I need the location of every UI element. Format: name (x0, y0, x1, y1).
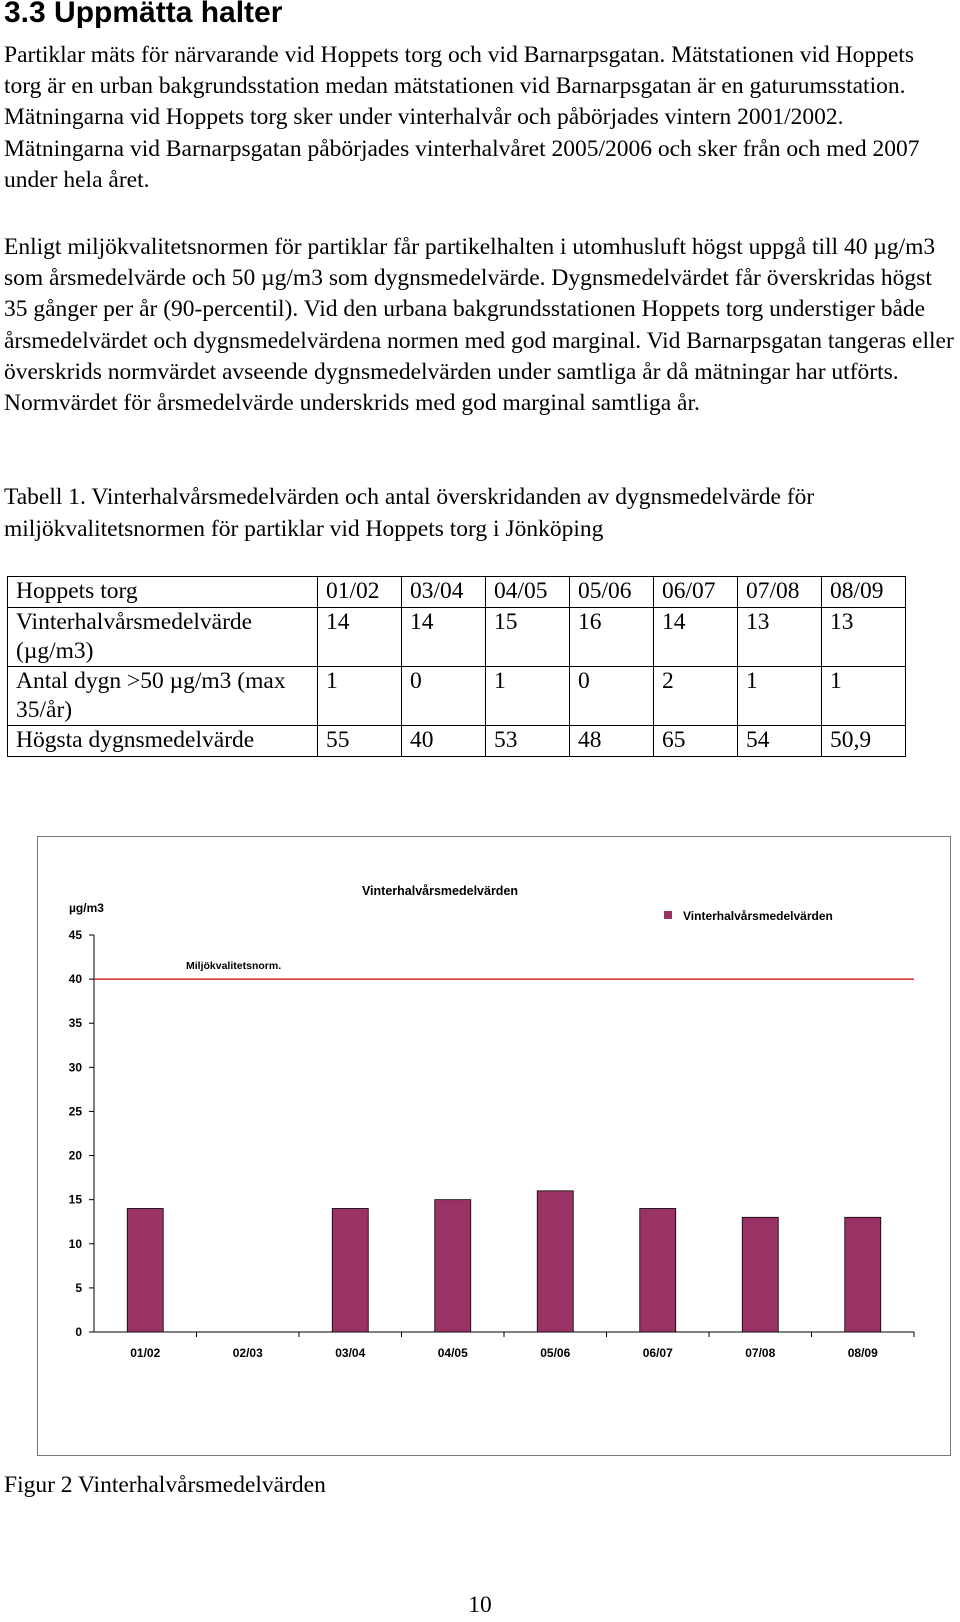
bar (332, 1208, 368, 1332)
x-tick-label: 02/03 (232, 1346, 263, 1360)
table-caption: Tabell 1. Vinterhalvårsmedelvärden och antal överskridanden av dygnsmedelvärde för miljökvalitetsnormen för partiklar vid Hoppets torg i Jönköping (4, 484, 815, 542)
legend-swatch (664, 911, 672, 919)
y-tick-label: 35 (68, 1016, 82, 1031)
y-tick-label: 20 (68, 1148, 82, 1163)
row-label: Högsta dygnsmedelvärde (8, 726, 318, 757)
chart-container (37, 836, 951, 1456)
row-label: Antal dygn >50 µg/m3 (max 35/år) (8, 667, 318, 726)
bar (537, 1191, 573, 1332)
x-tick-label: 04/05 (437, 1346, 468, 1360)
table-cell: 03/04 (402, 577, 486, 608)
y-tick-label: 15 (68, 1192, 82, 1207)
table-cell: 1 (486, 667, 570, 726)
y-tick-label: 25 (68, 1104, 82, 1119)
table-cell: 1 (318, 667, 402, 726)
y-tick-label: 5 (75, 1280, 82, 1295)
y-tick-label: 45 (68, 928, 82, 942)
table-cell: 06/07 (654, 577, 738, 608)
table-row (8, 726, 906, 757)
x-tick-label: 05/06 (540, 1346, 571, 1360)
row-label: Hoppets torg (8, 577, 318, 608)
row-label: Vinterhalvårsmedelvärde (µg/m3) (8, 608, 318, 667)
x-tick-label: 07/08 (745, 1346, 776, 1360)
section-heading: 3.3 Uppmätta halter (4, 0, 283, 29)
bar (127, 1208, 163, 1332)
table-cell: 01/02 (318, 577, 402, 608)
bar (640, 1208, 676, 1332)
table-row (8, 577, 906, 608)
table-cell: 07/08 (738, 577, 822, 608)
table-cell: 05/06 (570, 577, 654, 608)
table-row (8, 667, 906, 726)
table-cell: 13 (822, 608, 906, 667)
table-cell: 14 (654, 608, 738, 667)
table-cell: 0 (402, 667, 486, 726)
bar (742, 1217, 778, 1332)
norm-line-label: Miljökvalitetsnorm. (186, 960, 282, 973)
table-cell: 14 (318, 608, 402, 667)
table-cell: 04/05 (486, 577, 570, 608)
y-tick-label: 40 (68, 972, 82, 987)
table-cell: 54 (738, 726, 822, 757)
table-cell: 53 (486, 726, 570, 757)
x-tick-label: 06/07 (642, 1346, 673, 1360)
table-cell: 40 (402, 726, 486, 757)
table-cell: 1 (738, 667, 822, 726)
y-tick-label: 0 (75, 1325, 82, 1339)
table-cell: 14 (402, 608, 486, 667)
bar-chart (38, 837, 950, 1455)
table-cell: 16 (570, 608, 654, 667)
table-cell: 1 (822, 667, 906, 726)
table-cell: 65 (654, 726, 738, 757)
x-tick-label: 08/09 (847, 1346, 878, 1360)
chart-title: Vinterhalvårsmedelvärden (361, 884, 519, 898)
table-cell: 50,9 (822, 726, 906, 757)
y-axis-label: µg/m3 (69, 901, 104, 915)
y-tick-label: 30 (68, 1060, 82, 1075)
paragraph-measurements: Partiklar mäts för närvarande vid Hoppets torg och vid Barnarpsgatan. Mätstationen vid Hoppets torg är en urban bakgrundsstation medan mätstationen vid Barnarpsgatan är en gaturumsstation. Mätningarna vid Hoppets torg sker under vinterhalvår och påbörjades vintern 2001/2002. Mätningarna vid Barnarpsgatan påbörjades vinterhalvåret 2005/2006 och sker från och med 2007 under hela året. (4, 42, 920, 193)
x-tick-label: 03/04 (335, 1346, 366, 1360)
table-cell: 55 (318, 726, 402, 757)
paragraph-norm: Enligt miljökvalitetsnormen för partiklar får partikelhalten i utomhusluft högst uppgå till 40 µg/m3 som årsmedelvärde och 50 µg/m3 som dygnsmedelvärde. Dygnsmedelvärdet får överskridas högst 35 gånger per år (90-percentil). Vid den urbana bakgrundsstationen Hoppets torg understiger både årsmedelvärdet och dygnsmedelvärdena normen med god marginal. Vid Barnarpsgatan tangeras eller överskrids normvärdet avseende dygnsmedelvärden under samtliga år då mätningar har utförts. Normvärdet för årsmedelvärde underskrids med god marginal samtliga år. (4, 234, 954, 417)
x-tick-label: 01/02 (130, 1346, 161, 1360)
table-cell: 15 (486, 608, 570, 667)
table-cell: 48 (570, 726, 654, 757)
figure-caption: Figur 2 Vinterhalvårsmedelvärden (4, 1472, 326, 1498)
data-table (7, 576, 906, 757)
page-number: 10 (468, 1592, 492, 1618)
table-cell: 2 (654, 667, 738, 726)
table-cell: 13 (738, 608, 822, 667)
legend-label: Vinterhalvårsmedelvärden (683, 909, 833, 923)
table-cell: 08/09 (822, 577, 906, 608)
bar (845, 1217, 881, 1332)
table-cell: 0 (570, 667, 654, 726)
table-row (8, 608, 906, 667)
y-tick-label: 10 (68, 1236, 82, 1251)
bar (435, 1200, 471, 1332)
